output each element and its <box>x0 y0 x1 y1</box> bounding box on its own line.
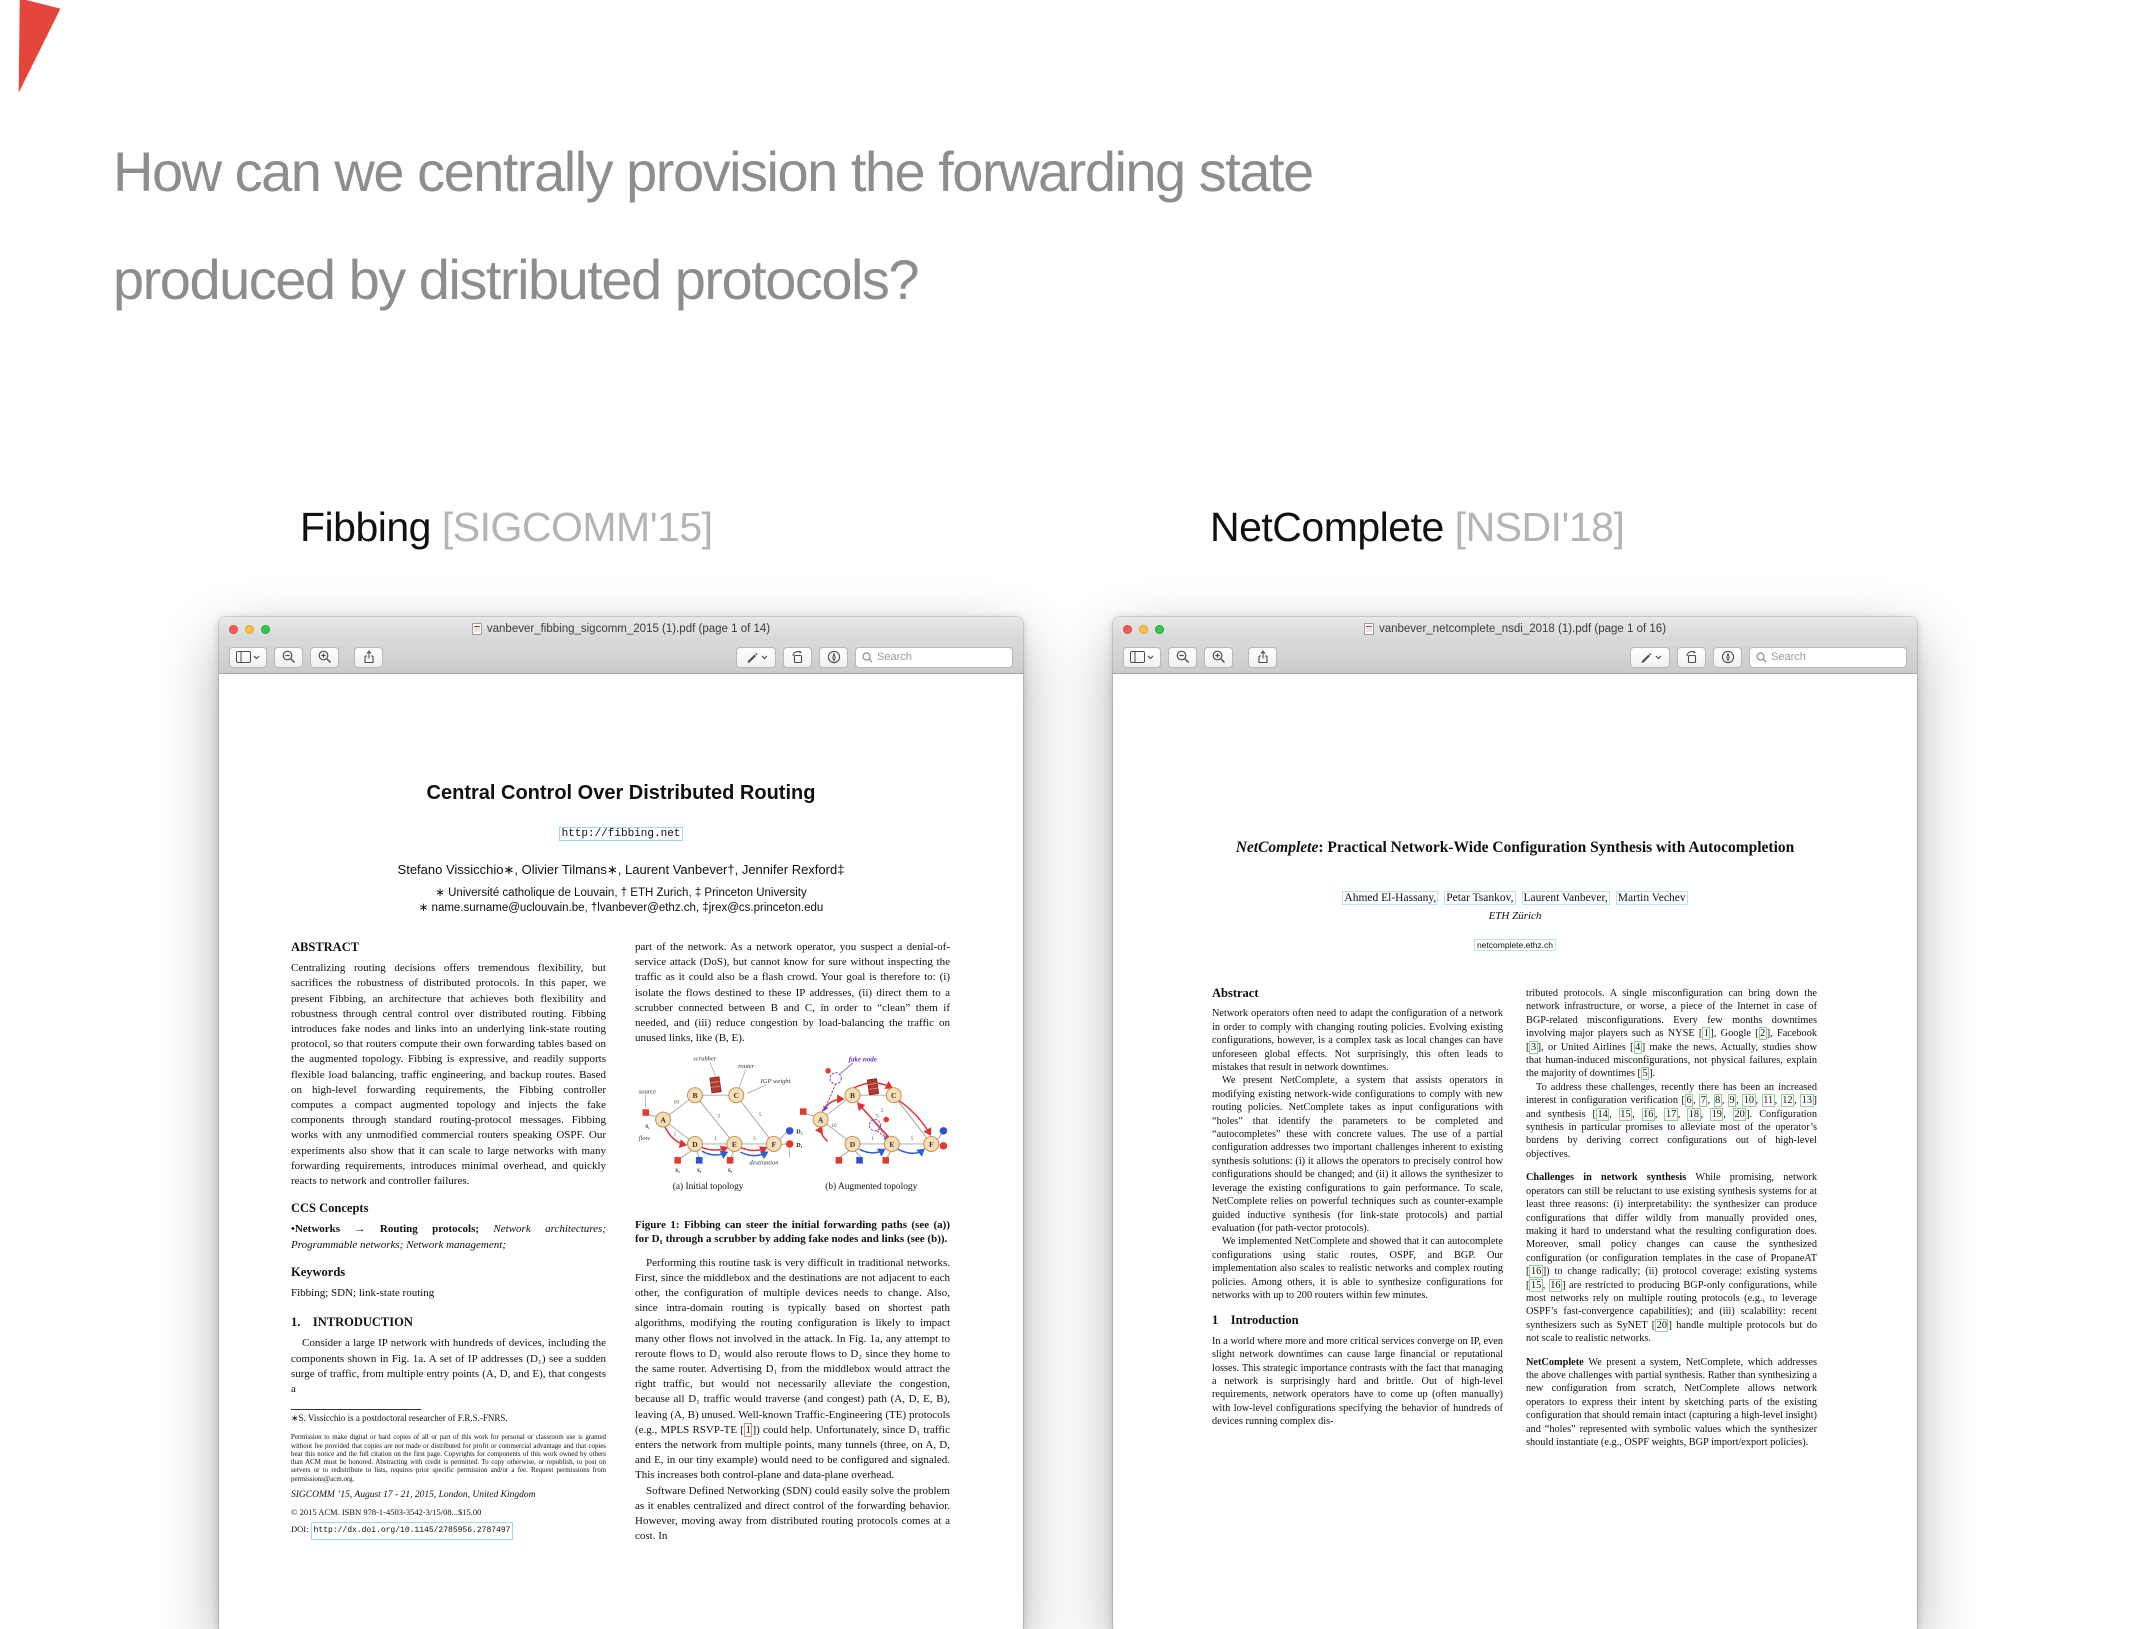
search-input[interactable] <box>877 651 995 663</box>
col2-para2: To address these challenges, recently there has been an increased interest in configuration verification [ 6 , 7 , 8 , 9 , 10 , 11 , 12 , 13 ] and synthesis [ 14 , 15 , 16 , 17 , 18 , 19 , 20 ]. Configuration synthesis in particular promises to alleviate most of the operator’s burdens by deriving correct configurations out of high-level objectives. <box>1526 1081 1817 1161</box>
ccs-heading: CCS Concepts <box>291 1201 606 1216</box>
svg-text:S₂: S₂ <box>675 1168 680 1174</box>
search-field[interactable] <box>1749 647 1907 668</box>
svg-text:scrubber: scrubber <box>693 1056 717 1063</box>
slide-title <box>113 118 1313 334</box>
author-link[interactable]: Martin Vechev <box>1616 891 1688 905</box>
svg-text:F: F <box>771 1140 776 1149</box>
col2-para2: Performing this routine task is very difficult in traditional networks. First, since the middlebox and the destinations are not adjacent to each other, the configuration of multiple devices needs to change. Also, since intra-domain routing is typically based on shortest path algorithms, modifying the routing configuration is likely to impact many other flows not involved in the attack. In Fig. 1a, any attempt to reroute flows to D₁ would also reroute flows to D₂ since they home to the same router. Advertising D₁ from the middlebox would attract the right traffic, but would not necessarily alleviate the congestion, because all D₁ traffic would traverse (and congest) path (A, D, E, B), leaving (A, B) unused. Well-known Traffic-Engineering (TE) protocols (e.g., MPLS RSVP-TE [ 1 ]) could help. Unfortunately, since D₁ traffic enters the network from multiple points, many tunnels (three, on A, D, and E, in our tiny example) would need to be configured and signaled. This increases both control-plane and data-plane overhead. <box>635 1256 950 1484</box>
copyright-block: Permission to make digital or hard copies of all or part of this work for personal or classroom use is granted without fee provided that copies are not made or distributed for profit or commercial advantage and that copies bear this notice and the full citation on the first page. Copyrights for components of this work owned by others than ACM must be honored. Abstracting with credit is permitted. To copy otherwise, or republish, to post on servers or to redistribute to lists, requires prior specific permission and/or a fee. Request permissions from permissions@acm.org. <box>291 1434 606 1484</box>
toolbar <box>219 641 1023 674</box>
titlebar[interactable] <box>1113 617 1917 641</box>
window-title-text: vanbever_fibbing_sigcomm_2015 (1).pdf (page 1 of 14) <box>487 623 770 635</box>
paper-url <box>291 823 951 841</box>
markup-toolbar-icon <box>827 650 841 664</box>
svg-text:E: E <box>732 1140 737 1149</box>
netcomplete-column-right <box>1526 987 1817 1449</box>
col2-para1: part of the network. As a network operator, you suspect a denial-of-service attack (DoS), but cannot know for sure without inspecting the traffic as it could also be a flash crowd. Your goal is therefore to: (i) isolate the flows destined to these IP addresses, (ii) direct them to a scrubber connected between B and C, in order to “clean” them if needed, and (iii) reduce congestion by load-balancing the traffic on unused links, like (B, E). <box>635 940 950 1046</box>
markup-toolbar-button[interactable] <box>1713 647 1742 668</box>
intro-heading: 1 Introduction <box>1212 1314 1503 1327</box>
svg-text:D: D <box>692 1140 698 1149</box>
search-field[interactable] <box>855 647 1013 668</box>
svg-text:D: D <box>850 1140 856 1149</box>
figure1-topology-diagrams <box>635 1052 950 1204</box>
destinations-a <box>786 1127 803 1149</box>
figure1b-augmented-topology <box>800 1056 947 1193</box>
sublabel-b: (b) Augmented topology <box>825 1181 917 1192</box>
share-button[interactable] <box>354 647 383 668</box>
rotate-left-icon <box>1684 650 1699 664</box>
author-link[interactable]: Laurent Vanbever, <box>1522 891 1610 905</box>
search-magnifier-icon <box>1756 652 1767 663</box>
markup-toolbar-button[interactable] <box>819 647 848 668</box>
zoom-in-magnifier-icon <box>1212 650 1226 664</box>
svg-text:flow: flow <box>639 1136 651 1143</box>
close-button[interactable] <box>229 625 238 634</box>
paper-affiliations: ∗ Université catholique de Louvain, † ETH Zurich, ‡ Princeton University <box>291 885 951 899</box>
share-icon <box>1257 650 1269 664</box>
zoom-out-button[interactable] <box>1168 647 1197 668</box>
keywords-heading: Keywords <box>291 1265 606 1280</box>
col2-para3: Software Defined Networking (SDN) could easily solve the problem as it enables centralized and direct control of the forwarding behavior. However, moving away from distributed routing protocols comes at a cost. In <box>635 1484 950 1545</box>
ccs-bold: •Networks → Routing protocols; <box>291 1223 479 1235</box>
svg-text:D₁: D₁ <box>796 1143 802 1149</box>
markup-pen-button[interactable] <box>1630 647 1670 668</box>
svg-text:5: 5 <box>753 1137 756 1143</box>
svg-text:B: B <box>850 1091 855 1100</box>
doi-link[interactable]: http://dx.doi.org/10.1145/2785956.2787497 <box>311 1522 514 1539</box>
rotate-left-button[interactable] <box>783 647 812 668</box>
slide-title-line1: How can we centrally provision the forwarding state <box>113 118 1313 226</box>
venue-line: SIGCOMM ’15, August 17 - 21, 2015, London, United Kingdom <box>291 1488 606 1503</box>
netcomplete-column-left <box>1212 987 1503 1449</box>
svg-text:D₂: D₂ <box>796 1130 802 1136</box>
slide-title-line2: produced by distributed protocols? <box>113 226 1313 334</box>
intro-text: In a world where more and more critical services converge on IP, even slight network downtimes can cause large financial or reputational losses. This strategic importance contrasts with the fact that managing a network is surprisingly hard and brittle. Out of high-level requirements, network operators have to come up (often manually) with low-level configurations specifying the behavior of hundreds of devices running complex dis- <box>1212 1335 1503 1429</box>
label-netcomplete-venue: [NSDI'18] <box>1444 504 1625 550</box>
zoom-button[interactable] <box>1155 625 1164 634</box>
rotate-left-button[interactable] <box>1677 647 1706 668</box>
paper-title-rest: : Practical Network-Wide Configuration Synthesis with Autocompletion <box>1318 839 1794 856</box>
zoom-in-button[interactable] <box>310 647 339 668</box>
svg-text:B: B <box>692 1091 697 1100</box>
markup-pen-button[interactable] <box>736 647 776 668</box>
paper-title <box>1212 839 1818 857</box>
svg-text:5: 5 <box>759 1112 762 1118</box>
paper-title-italic: NetComplete <box>1236 839 1319 856</box>
label-fibbing <box>300 504 713 551</box>
toolbar <box>1113 641 1917 674</box>
abstract-p2: We present NetComplete, a system that assists operators in modifying existing network-wide configurations to comply with new routing policies. NetComplete takes as input configurations with “holes” that identify the parameters to be completed and “autocompletes” these with concrete values. The use of a partial configuration addresses two important challenges inherent to existing synthesis solutions: (i) it allows the operators to precisely control how configurations should be changed; and (ii) it allows the synthesizer to leverage the existing configurations to gain performance. To scale, NetComplete relies on powerful techniques such as counter-example guided inductive synthesis (for link-state protocols) and partial evaluation (for path-vector protocols). <box>1212 1074 1503 1235</box>
col2-para1: tributed protocols. A single misconfiguration can bring down the network infrastructure, or worse, a piece of the Internet in case of BGP-related misconfigurations. Every few months downtimes involving major players such as NYSE [ 1 ], Google [ 2 ], Facebook [ 3 ], or United Airlines [ 4 ] make the news. Actually, studies show that human-induced misconfigurations, not physical failures, explain the majority of downtimes [ 5 ]. <box>1526 987 1817 1081</box>
sublabel-a: (a) Initial topology <box>673 1181 744 1192</box>
fibbing-column-left <box>291 940 606 1544</box>
keywords-text: Fibbing; SDN; link-state routing <box>291 1286 606 1301</box>
traffic-lights <box>1123 625 1164 634</box>
ccs-text <box>291 1222 606 1252</box>
chevron-down-icon <box>1655 655 1662 660</box>
markup-pen-icon <box>745 650 759 664</box>
figure-1 <box>635 1052 950 1245</box>
svg-text:destination: destination <box>749 1160 778 1167</box>
share-button[interactable] <box>1248 647 1277 668</box>
footnote-text: ∗S. Vissicchio is a postdoctoral researcher of F.R.S.-FNRS. <box>291 1413 606 1424</box>
chevron-down-icon <box>761 655 768 660</box>
sidebar-panel-icon <box>236 651 251 663</box>
close-button[interactable] <box>1123 625 1132 634</box>
pdf-page-fibbing[interactable] <box>219 674 1023 1628</box>
figure-1-caption: Figure 1: Fibbing can steer the initial forwarding paths (see (a)) for D₁ through a scrubber by adding fake nodes and links (see (b)). <box>635 1218 950 1246</box>
paper-authors <box>1212 891 1818 905</box>
svg-text:S₁: S₁ <box>645 1124 650 1130</box>
paper-affiliation: ETH Zürich <box>1212 910 1818 922</box>
pdf-page-netcomplete[interactable] <box>1113 674 1917 1628</box>
fibbing-column-right <box>635 940 950 1544</box>
sidebar-view-button[interactable] <box>1123 647 1161 668</box>
ccs-italic: Network architectures; Programmable networks; Network management; <box>291 1223 606 1250</box>
netcomplete-heading: NetComplete <box>1526 1357 1588 1368</box>
markup-toolbar-icon <box>1721 650 1735 664</box>
preview-window-netcomplete <box>1113 617 1917 1629</box>
svg-text:S₃: S₃ <box>728 1168 733 1174</box>
label-fibbing-name: Fibbing <box>300 504 431 550</box>
svg-text:F: F <box>929 1140 934 1149</box>
svg-text:1: 1 <box>714 1137 717 1143</box>
search-magnifier-icon <box>862 652 873 663</box>
author-link[interactable]: Ahmed El-Hassany, <box>1342 891 1438 905</box>
abstract-text: Centralizing routing decisions offers tremendous flexibility, but sacrifices the robustness of distributed protocols. In this paper, we present Fibbing, an architecture that achieves both flexibility and robustness through central control over distributed routing. Fibbing introduces fake nodes and links into an underlying link-state routing protocol, so that routers compute their own forwarding tables based on the augmented topology. Fibbing is expressive, and readily supports flexible load balancing, traffic engineering, and backup routes. Based on high-level forwarding requirements, the Fibbing controller computes a compact augmented topology and injects the fake components through standard routing-protocol messages. Fibbing works with any unmodified commercial routers speaking OSPF. Our experiments also show that it can scale to large networks with many forwarding requirements, introduces minimal overhead, and quickly reacts to network and controller failures. <box>291 961 606 1189</box>
window-title <box>472 623 770 635</box>
window-title <box>1364 623 1666 635</box>
netcomplete-text: We present a system, NetComplete, which addresses the above challenges with partial synthesis. Rather than synthesizing a new configuration from scratch, NetComplete allows network operators to express their intent by sketching parts of the existing configuration that should remain intact (capturing a high-level insight) and “holes” represented with symbolic values which the synthesizer should instantiate (e.g., OSPF weights, BGP import/export policies). <box>1526 1357 1817 1448</box>
chevron-down-icon <box>1147 655 1154 660</box>
svg-text:1: 1 <box>714 1088 717 1094</box>
minimize-button[interactable] <box>245 625 254 634</box>
label-netcomplete-name: NetComplete <box>1210 504 1444 550</box>
abstract-heading: Abstract <box>1212 987 1503 1000</box>
zoom-in-magnifier-icon <box>318 650 332 664</box>
abstract-p1: Network operators often need to adapt the configuration of a network in order to comply with changing routing policies. Evolving existing configurations, however, is a complex task as local changes can have unforeseen global effects. Not surprisingly, this often leads to mistakes that result in network downtimes. <box>1212 1007 1503 1074</box>
author-link[interactable]: Petar Tsankov, <box>1444 891 1515 905</box>
markup-pen-icon <box>1639 650 1653 664</box>
intro-heading: 1. INTRODUCTION <box>291 1315 606 1330</box>
zoom-out-magnifier-icon <box>1176 650 1190 664</box>
svg-text:5: 5 <box>718 1114 721 1120</box>
rotate-left-icon <box>790 650 805 664</box>
svg-text:source: source <box>639 1089 656 1096</box>
label-fibbing-venue: [SIGCOMM'15] <box>431 504 713 550</box>
fake-node-label: fake node <box>849 1056 877 1064</box>
svg-text:10: 10 <box>831 1123 837 1129</box>
preview-window-fibbing <box>219 617 1023 1629</box>
svg-text:1: 1 <box>871 1088 874 1094</box>
zoom-in-button[interactable] <box>1204 647 1233 668</box>
intro-text: Consider a large IP network with hundreds of devices, including the components shown in Fig. 1a. A set of IP addresses (D₁) see a sudden surge of traffic, from multiple entry points (A, D, and E), that congests a <box>291 1336 606 1397</box>
figure1a-initial-topology <box>639 1056 803 1192</box>
traffic-lights <box>229 625 270 634</box>
sidebar-view-button[interactable] <box>229 647 267 668</box>
netcomplete-paragraph <box>1526 1356 1817 1450</box>
titlebar[interactable] <box>219 617 1023 641</box>
doi-line <box>291 1522 606 1539</box>
pdf-document-icon <box>472 623 482 635</box>
svg-text:5: 5 <box>876 1114 879 1120</box>
footnote-rule <box>291 1409 421 1410</box>
svg-text:IGP weight: IGP weight <box>760 1078 791 1085</box>
svg-text:C: C <box>734 1091 739 1100</box>
svg-text:10: 10 <box>673 1100 679 1106</box>
challenges-text: While promising, network operators can still be reluctant to use existing synthesis systems for at least three reasons: (i) interpretability: the synthesizer can produce configurations that differ wildly from manually provided ones, making it hard to understand what the resulting configuration does. Moreover, small policy changes can cause the synthesized configuration (or configuration templates in the case of PropaneAT [ 16 ]) to change radically; (ii) protocol coverage: existing systems [ 15 , 16 ] are restricted to producing BGP-only configurations, while most networks rely on multiple routing protocols (e.g., to leverage OSPF’s fast-convergence capabilities); and (iii) scalability: recent synthesizers such as SyNET [ 20 ] handle multiple protocols but do not scale to realistic networks. <box>1526 1172 1817 1344</box>
fibbing-link[interactable]: http://fibbing.net <box>559 827 684 841</box>
svg-text:1: 1 <box>673 1132 676 1138</box>
doi-label: DOI: <box>291 1524 311 1534</box>
share-icon <box>363 650 375 664</box>
svg-text:C: C <box>891 1091 896 1100</box>
minimize-button[interactable] <box>1139 625 1148 634</box>
paper-emails: ∗ name.surname@uclouvain.be, †lvanbever@ethz.ch, ‡jrex@cs.princeton.edu <box>291 900 951 914</box>
zoom-button[interactable] <box>261 625 270 634</box>
netcomplete-link[interactable]: netcomplete.ethz.ch <box>1474 939 1556 951</box>
challenges-heading: Challenges in network synthesis <box>1526 1172 1695 1183</box>
paper-url <box>1212 935 1818 953</box>
svg-text:A: A <box>660 1116 666 1125</box>
zoom-out-magnifier-icon <box>282 650 296 664</box>
paper-title: Central Control Over Distributed Routing <box>291 782 951 805</box>
svg-text:A: A <box>818 1116 824 1125</box>
svg-text:router: router <box>738 1063 755 1070</box>
zoom-out-button[interactable] <box>274 647 303 668</box>
paper-authors: Stefano Vissicchio∗, Olivier Tilmans∗, Laurent Vanbever†, Jennifer Rexford‡ <box>291 862 951 878</box>
challenges-paragraph <box>1526 1171 1817 1345</box>
isbn-line: © 2015 ACM. ISBN 978-1-4503-3542-3/15/08...$15.00 <box>291 1505 606 1520</box>
pdf-document-icon <box>1364 623 1374 635</box>
svg-text:5: 5 <box>911 1137 914 1143</box>
label-netcomplete <box>1210 504 1624 551</box>
destinations-b <box>940 1127 948 1150</box>
sidebar-panel-icon <box>1130 651 1145 663</box>
svg-text:1: 1 <box>871 1137 874 1143</box>
search-input[interactable] <box>1771 651 1889 663</box>
abstract-p3: We implemented NetComplete and showed that it can autocomplete configurations using static routes, OSPF, and BGP. Our implementation also scales to realistic networks and complex routing policies. Among others, it is able to synthesize configurations for networks with up to 200 routers within few minutes. <box>1212 1235 1503 1302</box>
window-title-text: vanbever_netcomplete_nsdi_2018 (1).pdf (page 1 of 16) <box>1379 623 1666 635</box>
chevron-down-icon <box>253 655 260 660</box>
svg-text:Sₐ: Sₐ <box>697 1168 702 1174</box>
abstract-heading: ABSTRACT <box>291 940 606 955</box>
svg-text:2: 2 <box>881 1108 884 1114</box>
slide-corner-ribbon <box>0 0 61 98</box>
svg-text:E: E <box>889 1140 894 1149</box>
